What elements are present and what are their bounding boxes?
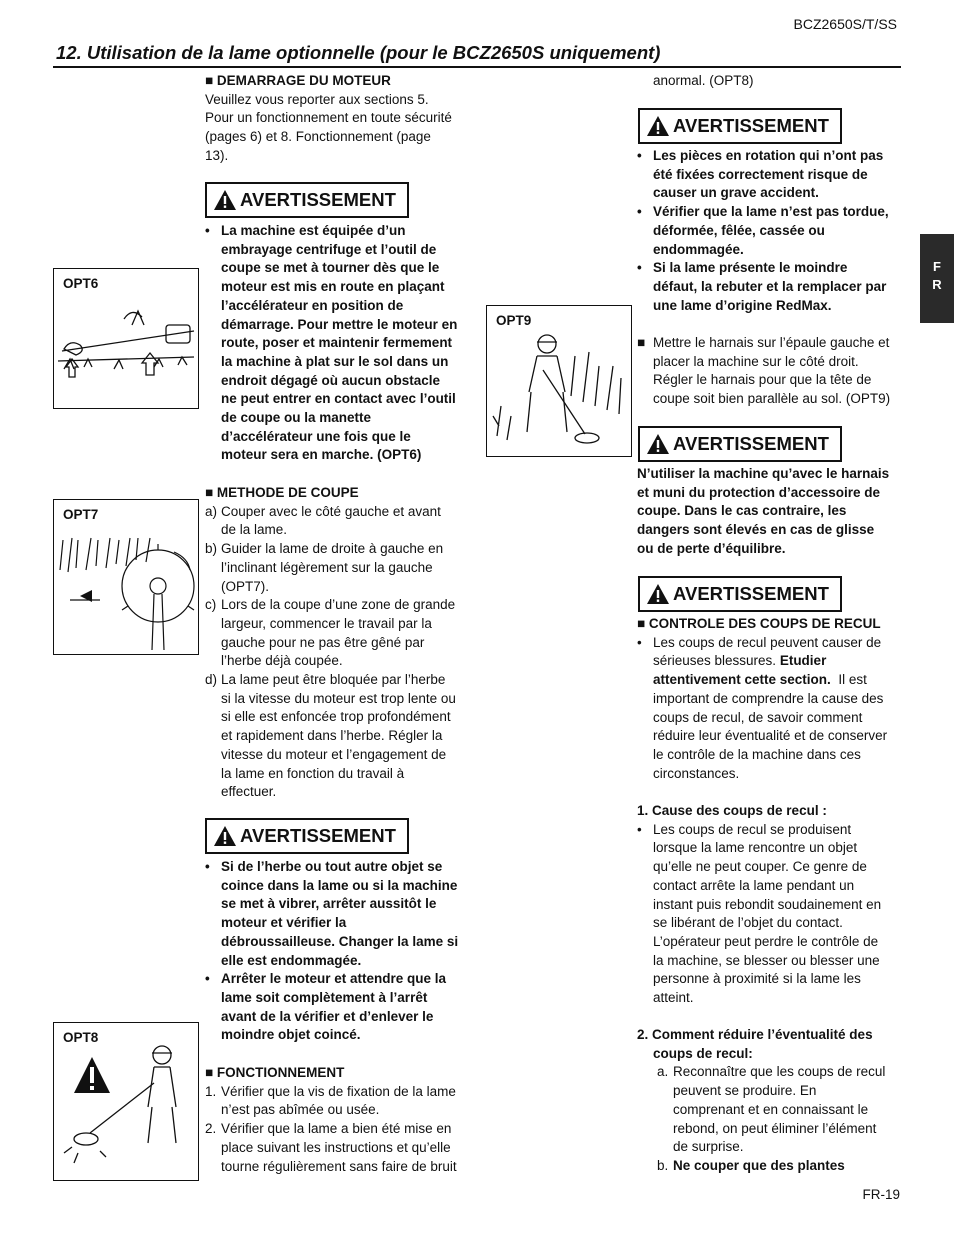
figure-label: OPT8 (63, 1030, 99, 1045)
text-line: le contrôle de la machine dans ces (653, 746, 861, 762)
bullet: • (637, 821, 642, 837)
warning-2-text (205, 858, 473, 1045)
text-line: instant puis rebondit soudainement en (653, 896, 882, 912)
text-line: et rapidement dans l’herbe. Régler la (221, 728, 443, 744)
text-line: Lors de la coupe d’une zone de grande (221, 597, 456, 613)
text-line: l’accélérateur en position de (221, 297, 404, 313)
warning-label: AVERTISSEMENT (240, 825, 396, 846)
text-line: une lame d’origine RedMax. (653, 297, 832, 313)
text-span: Il est (830, 672, 867, 688)
text-line: Vérifier que la vis de fixation de la lame (221, 1083, 456, 1099)
text-line: moteur et vérifier la (221, 915, 347, 931)
heading-cause: 1. Cause des coups de recul : (637, 803, 827, 818)
figure-label: OPT6 (63, 276, 99, 291)
text-line (653, 652, 905, 671)
text-line: ou de perte d’équilibre. (637, 540, 786, 556)
list-marker: a. (657, 1064, 669, 1080)
text-line: embrayage centrifuge et l’outil de (221, 241, 437, 257)
heading-controle: ■ CONTROLE DES COUPS DE RECUL (637, 615, 905, 634)
text-line: Si la lame présente le moindre (653, 260, 848, 276)
title-rule (53, 66, 901, 68)
bullet: • (637, 634, 642, 650)
list-marker: b. (657, 1157, 669, 1173)
text-line: Les pièces en rotation qui n’ont pas (653, 148, 884, 163)
text-line: de la lame. (221, 522, 288, 538)
text-line: tourne régulièrement sans faire de bruit (221, 1158, 457, 1174)
text-line: comprenant et en connaissant le (673, 1101, 869, 1117)
operator-warning-illustration (54, 1023, 198, 1180)
warning-box (205, 182, 409, 218)
text-line: coince dans la lame ou si la machine (221, 877, 458, 893)
column-1 (205, 72, 473, 166)
fonctionnement-section (205, 1064, 473, 1176)
heading-methode: ■ METHODE DE COUPE (205, 484, 473, 503)
text-line: si elle est enfoncée trop profondément (221, 709, 451, 725)
text-line: endroit dégagé où aucun obstacle (221, 372, 441, 388)
text-line: circonstances. (653, 765, 740, 781)
text-line: gauche pour ne pas être gêné par (221, 634, 425, 650)
figure-opt6 (53, 268, 199, 409)
warning-triangle-icon (646, 115, 670, 137)
text-line: rebond, on peut éliminer l’élément (673, 1120, 877, 1136)
square-bullet: ■ (637, 335, 646, 350)
text-line: Pour un fonctionnement en toute sécurité (205, 110, 452, 126)
text-line: la machine, se blesser ou blesser une (653, 952, 880, 968)
warning-triangle-icon (646, 433, 670, 455)
text-line: place suivant les instructions et qu’elle (221, 1139, 451, 1155)
list-marker: c) (205, 597, 217, 613)
text-line: si la vitesse du moteur est trop lente ou (221, 690, 456, 706)
text-line: de surprise. (673, 1139, 744, 1155)
text-line: (OPT7). (221, 578, 270, 594)
model-number: BCZ2650S/T/SS (793, 16, 897, 32)
heading-fonctionnement: ■ FONCTIONNEMENT (205, 1064, 473, 1083)
text-line: qu’elle ne peut couper. Ce genre de (653, 859, 867, 875)
text-line: vitesse du moteur et l’engagement de (221, 746, 447, 762)
text-line: Les coups de recul se produisent (653, 821, 852, 837)
text-line: L’opérateur peut perdre le contrôle de (653, 933, 879, 949)
text-line: avant de la vérifier et d’enlever le (221, 1008, 434, 1024)
text-line: n’est pas abîmée ou usée. (221, 1102, 380, 1118)
warning-box (638, 426, 842, 462)
text-line: démarrage. Pour mettre le moteur en (221, 316, 458, 332)
text-line: N’utiliser la machine qu’avec le harnais (637, 466, 890, 481)
operator-harness-illustration (487, 306, 631, 456)
bullet: • (637, 148, 642, 163)
text-line: se met à vibrer, arrêter aussitôt le (221, 896, 437, 912)
text-line: dangers sont élevés en cas de glisse (637, 522, 875, 538)
text-line: déformée, fêlée, cassée ou (653, 222, 825, 238)
text-line: atteint. (653, 990, 694, 1006)
warning-box (205, 818, 409, 854)
text-line: Reconnaître que les coups de recul (673, 1064, 886, 1080)
warning-3-text (637, 147, 905, 315)
text-span-bold: attentivement cette section. (653, 672, 831, 688)
text-line: La lame peut être bloquée par l’herbe (221, 672, 446, 688)
text-line: lorsque la lame rencontre un objet (653, 840, 858, 856)
figure-label: OPT9 (496, 313, 532, 328)
text-line: défaut, la rebuter et la remplacer par (653, 278, 887, 294)
heading-demarrage: ■ DEMARRAGE DU MOTEUR (205, 72, 473, 91)
bullet: • (637, 204, 642, 220)
warning-label: AVERTISSEMENT (673, 433, 829, 454)
text-line: réduire leur éventualité et de conserver (653, 728, 888, 744)
heading-reduire-cont: coups de recul: (653, 1045, 753, 1061)
text-line: elle est endommagée. (221, 952, 362, 968)
text-line: peuvent se produire. En (673, 1083, 817, 1099)
text-line: Ne couper que des plantes (673, 1157, 845, 1173)
text-line: Mettre le harnais sur l’épaule gauche et (653, 335, 890, 350)
blade-cutting-direction-illustration (54, 500, 198, 654)
text-line: effectuer. (221, 784, 277, 800)
trimmer-on-ground-illustration (54, 269, 198, 408)
text-line: Veuillez vous reporter aux sections 5. (205, 91, 429, 107)
heading-reduire: 2. Comment réduire l’éventualité des (637, 1027, 873, 1042)
text-line: la lame en fonction du travail à (221, 765, 405, 781)
text-line: endommagée. (653, 241, 744, 257)
text-line: l’herbe déjà coupée. (221, 653, 343, 669)
figure-opt9 (486, 305, 632, 457)
reduire-section (637, 1026, 905, 1176)
text-line: coupe se met à tourner dès que le (221, 260, 440, 276)
text-line: placer la machine sur le côté droit. (653, 353, 859, 369)
text-line: contact arrête la lame pendant un (653, 877, 855, 893)
list-marker: d) (205, 672, 218, 688)
list-marker: 1. (205, 1083, 217, 1099)
methode-section (205, 484, 473, 802)
text-line: moteur sera en marche. (OPT6) (221, 447, 422, 463)
bullet: • (205, 223, 210, 238)
list-marker: b) (205, 541, 218, 557)
text-line: important de comprendre la cause des (653, 690, 884, 706)
text-line: coupe. Dans le cas contraire, les (637, 503, 847, 519)
tab-letter-r: R (932, 277, 942, 292)
tab-letter-f: F (933, 259, 941, 274)
text-line: coupe soit bien parallèle au sol. (OPT9) (653, 391, 891, 407)
text-line: Régler le harnais pour que la tête de (653, 372, 872, 388)
continued-text (653, 72, 903, 91)
text-line: débroussailleuse. Changer la lame si (221, 933, 459, 949)
warning-label: AVERTISSEMENT (673, 583, 829, 604)
figure-opt8 (53, 1022, 199, 1181)
text-line: été fixées correctement risque de (653, 166, 868, 182)
text-line: La machine est équipée d’un (221, 223, 406, 238)
warning-triangle-icon (213, 189, 237, 211)
warning-box (638, 576, 842, 612)
text-line: route, poser et maintenir fermement (221, 335, 453, 351)
text-line: Arrêter le moteur et attendre que la (221, 971, 447, 987)
bullet: • (205, 859, 210, 874)
page-number: FR-19 (862, 1187, 900, 1202)
text-line: Les coups de recul peuvent causer de (653, 634, 882, 650)
text-line: Si de l’herbe ou tout autre objet se (221, 859, 443, 874)
text-line: de coupe ou la manette (221, 410, 372, 426)
warning-triangle-icon (213, 825, 237, 847)
text-line: Vérifier que la lame n’est pas tordue, (653, 204, 889, 220)
harnais-text (637, 334, 905, 409)
cause-section (637, 802, 905, 1008)
text-line: se libérant de l’objet du contact. (653, 915, 843, 931)
text-line: moteur est mis en route en plaçant (221, 279, 445, 295)
text-line: 13). (205, 147, 229, 163)
text-line: anormal. (OPT8) (653, 73, 754, 88)
text-line: personne à proximité si la lame les (653, 971, 861, 987)
text-line: largeur, commencer le travail par la (221, 615, 432, 631)
language-tab (920, 234, 954, 323)
text-line (653, 671, 905, 690)
text-line: et muni du protection d’accessoire de (637, 484, 881, 500)
text-line: causer un grave accident. (653, 185, 819, 201)
bullet: • (637, 260, 642, 276)
text-line: Couper avec le côté gauche et avant (221, 503, 441, 519)
warning-triangle-icon (646, 583, 670, 605)
text-line: Vérifier que la lame a bien été mise en (221, 1121, 452, 1137)
text-line: (pages 6) et 8. Fonctionnement (page (205, 129, 431, 145)
list-marker: a) (205, 503, 218, 519)
controle-section (637, 615, 905, 783)
figure-label: OPT7 (63, 507, 99, 522)
warning-label: AVERTISSEMENT (673, 115, 829, 136)
warning-1-text (205, 222, 473, 465)
bullet: • (205, 971, 210, 987)
warning-label: AVERTISSEMENT (240, 189, 396, 210)
warning-4-text (637, 465, 905, 559)
text-span-bold: Etudier (779, 653, 827, 669)
text-line: d’accélérateur une fois que le (221, 428, 411, 444)
warning-box (638, 108, 842, 144)
section-title: 12. Utilisation de la lame optionnelle (pour le BCZ2650S uniquement) (56, 42, 661, 63)
text-line: Guider la lame de droite à gauche en (221, 541, 444, 557)
text-line: la machine à plat sur le sol dans un (221, 353, 449, 369)
figure-opt7 (53, 499, 199, 655)
text-line: lame soit complètement à l’arrêt (221, 989, 428, 1005)
text-line: ne peut entrer en contact avec l’outil (221, 391, 456, 407)
text-line: l’inclinant légèrement sur la gauche (221, 559, 433, 575)
text-line: moindre objet coincé. (221, 1027, 361, 1043)
text-span: sérieuses blessures. (653, 653, 780, 669)
list-marker: 2. (205, 1121, 217, 1137)
text-line: coups de recul, de savoir comment (653, 709, 863, 725)
